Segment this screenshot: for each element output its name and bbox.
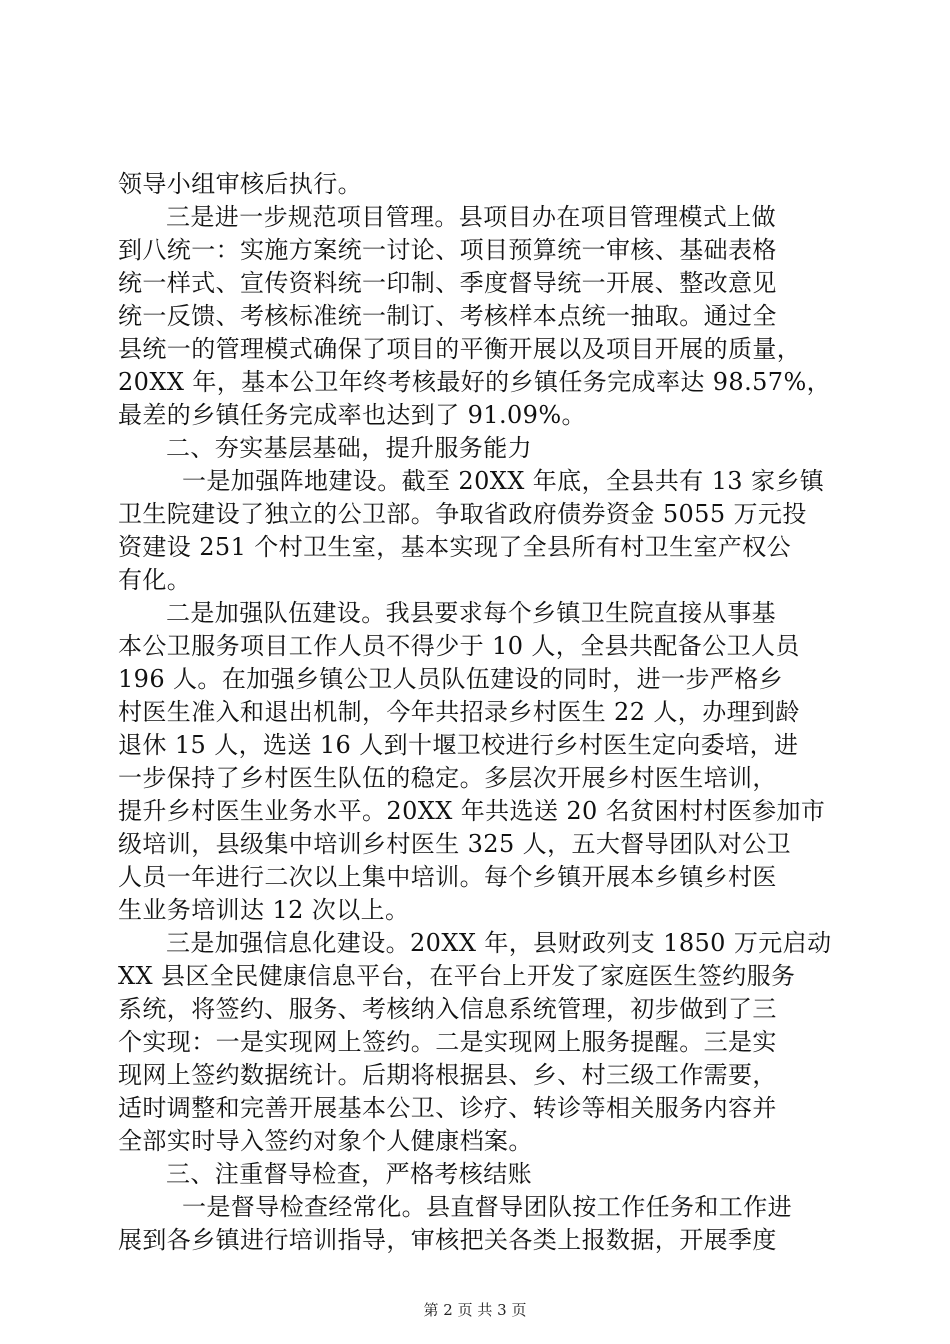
text-line: 展到各乡镇进行培训指导，审核把关各类上报数据，开展季度: [118, 1226, 777, 1254]
document-body: [118, 168, 838, 1257]
text-line: 适时调整和完善开展基本公卫、诊疗、转诊等相关服务内容并: [118, 1094, 777, 1122]
text-line: 县统一的管理模式确保了项目的平衡开展以及项目开展的质量，: [118, 335, 802, 363]
text-line: 退休 15 人，选送 16 人到十堰卫校进行乡村医生定向委培，进: [118, 731, 799, 759]
text-line: 到八统一：实施方案统一讨论、项目预算统一审核、基础表格: [118, 236, 777, 264]
text-line: 系统，将签约、服务、考核纳入信息系统管理，初步做到了三: [118, 995, 777, 1023]
text-line: 领导小组审核后执行。: [118, 170, 362, 198]
text-line: 卫生院建设了独立的公卫部。争取省政府债券资金 5055 万元投: [118, 500, 807, 528]
text-line: 196 人。在加强乡镇公卫人员队伍建设的同时，进一步严格乡: [118, 665, 784, 693]
text-line: 20XX 年，基本公卫年终考核最好的乡镇任务完成率达 98.57%，: [118, 368, 832, 396]
paragraph-start-line: 一是督导检查经常化。县直督导团队按工作任务和工作进: [182, 1193, 792, 1221]
section-heading: 二、夯实基层基础，提升服务能力: [166, 434, 532, 462]
text-line: 级培训，县级集中培训乡村医生 325 人，五大督导团队对公卫: [118, 830, 792, 858]
paragraph-start-line: 一是加强阵地建设。截至 20XX 年底，全县共有 13 家乡镇: [182, 467, 825, 495]
text-line: 全部实时导入签约对象个人健康档案。: [118, 1127, 533, 1155]
text-line: 村医生准入和退出机制，今年共招录乡村医生 22 人，办理到龄: [118, 698, 800, 726]
text-line: 一步保持了乡村医生队伍的稳定。多层次开展乡村医生培训，: [118, 764, 777, 792]
text-line: 有化。: [118, 566, 192, 594]
text-line: 资建设 251 个村卫生室，基本实现了全县所有村卫生室产权公: [118, 533, 792, 561]
section-heading: 三、注重督导检查，严格考核结账: [166, 1160, 532, 1188]
text-line: XX 县区全民健康信息平台，在平台上开发了家庭医生签约服务: [118, 962, 796, 990]
text-line: 生业务培训达 12 次以上。: [118, 896, 410, 924]
paragraph-start-line: 二是加强队伍建设。我县要求每个乡镇卫生院直接从事基: [166, 599, 776, 627]
paragraph-start-line: 三是进一步规范项目管理。县项目办在项目管理模式上做: [166, 203, 776, 231]
text-line: 本公卫服务项目工作人员不得少于 10 人，全县共配备公卫人员: [118, 632, 800, 660]
text-line: 现网上签约数据统计。后期将根据县、乡、村三级工作需要，: [118, 1061, 777, 1089]
page-number-footer: 第 2 页 共 3 页: [423, 1301, 527, 1319]
text-line: 个实现：一是实现网上签约。二是实现网上服务提醒。三是实: [118, 1028, 777, 1056]
text-line: 人员一年进行二次以上集中培训。每个乡镇开展本乡镇乡村医: [118, 863, 777, 891]
text-line: 提升乡村医生业务水平。20XX 年共选送 20 名贫困村村医参加市: [118, 797, 826, 825]
paragraph-start-line: 三是加强信息化建设。20XX 年，县财政列支 1850 万元启动: [166, 929, 832, 957]
text-line: 统一反馈、考核标准统一制订、考核样本点统一抽取。通过全: [118, 302, 777, 330]
text-line: 统一样式、宣传资料统一印制、季度督导统一开展、整改意见: [118, 269, 777, 297]
text-line: 最差的乡镇任务完成率也达到了 91.09%。: [118, 401, 586, 429]
